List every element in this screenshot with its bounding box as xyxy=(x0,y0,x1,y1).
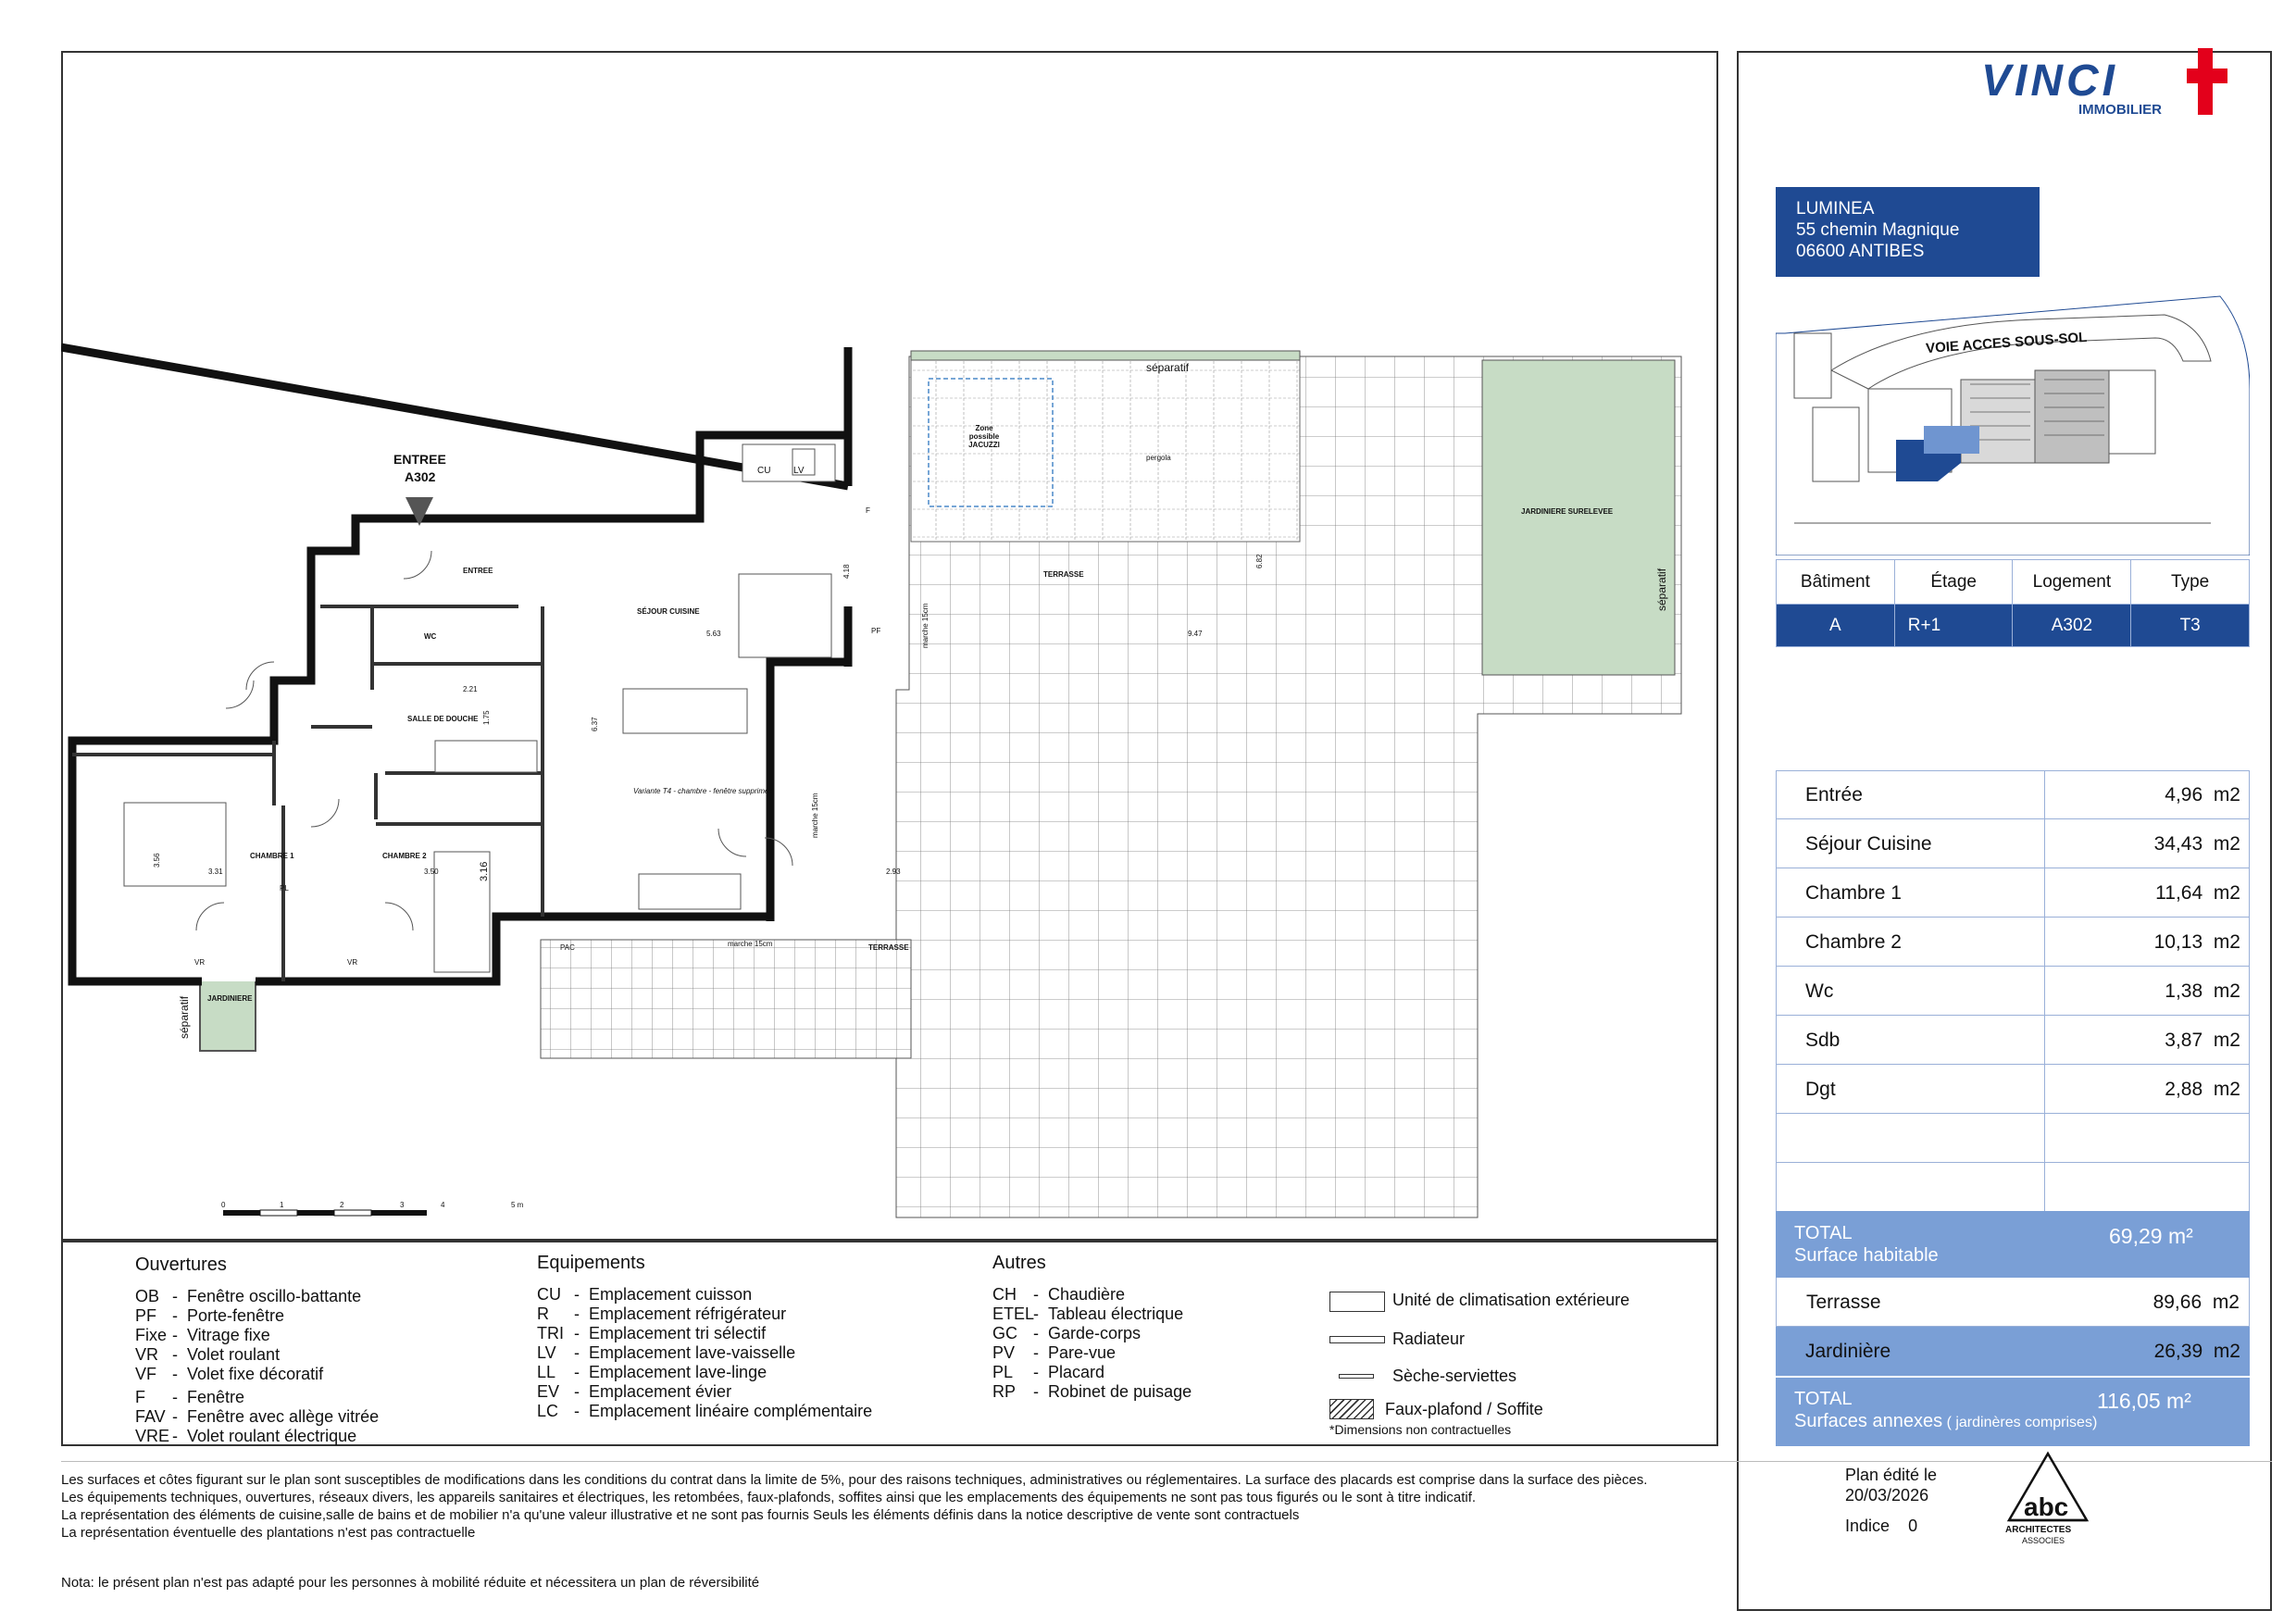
legend-item: TRI - Emplacement tri sélectif xyxy=(537,1324,767,1342)
area-unit: m2 xyxy=(2213,1030,2240,1051)
legend-equipements-title: Equipements xyxy=(537,1253,645,1273)
terrace-lower xyxy=(541,940,911,1058)
legend-item: Fixe - Vitrage fixe xyxy=(135,1326,270,1344)
legend-symbol-ac: Unité de climatisation extérieure xyxy=(1392,1291,1630,1309)
unit-value-type: T3 xyxy=(2131,605,2250,647)
total-annexes xyxy=(1776,1378,2250,1446)
total-habitable xyxy=(1776,1211,2250,1278)
annex-value: 26,39 xyxy=(2153,1341,2203,1362)
legend-item: VR - Volet roulant xyxy=(135,1345,281,1364)
label-variante: Variante T4 - chambre - fenêtre supprimée xyxy=(633,787,773,795)
separatif-top: séparatif xyxy=(1146,361,1190,374)
unit-value-logement: A302 xyxy=(2013,605,2131,647)
project-name: LUMINEA xyxy=(1796,199,1875,218)
total-habitable-subtitle: Surface habitable xyxy=(1794,1245,1939,1266)
area-value: 4,96 xyxy=(2165,784,2203,805)
pergola-label: pergola xyxy=(1146,454,1171,462)
legend-item: ETEL- Tableau électrique xyxy=(992,1305,1184,1323)
legend-item: R - Emplacement réfrigérateur xyxy=(537,1305,787,1323)
area-row-empty-1 xyxy=(1776,1114,2250,1163)
dim-7: 6.37 xyxy=(591,717,599,731)
area-unit: m2 xyxy=(2213,1079,2240,1100)
legend-item: PV - Pare-vue xyxy=(992,1343,1117,1362)
site-plan xyxy=(1776,278,2250,556)
legend-item: LC - Emplacement linéaire complémentaire xyxy=(537,1402,873,1420)
legend-symbol-radiator: Radiateur xyxy=(1392,1330,1466,1348)
unit-value-batiment: A xyxy=(1777,605,1895,647)
label-pf: PF xyxy=(871,627,881,635)
project-info xyxy=(1776,187,2040,277)
area-row-sejour xyxy=(1776,819,2250,868)
room-terrasse-upper: TERRASSE xyxy=(1043,570,1084,579)
legend-autres-title: Autres xyxy=(992,1253,1046,1273)
annex-label: Terrasse xyxy=(1806,1292,1881,1313)
site-road-label: VOIE ACCES SOUS-SOL xyxy=(1925,329,2088,357)
total-annexes-value: 116,05 m² xyxy=(2097,1389,2191,1413)
room-wc: WC xyxy=(424,632,437,641)
unit-header-batiment: Bâtiment xyxy=(1777,560,1895,605)
legend-ouvertures-title: Ouvertures xyxy=(135,1255,227,1275)
annex-row-jardiniere xyxy=(1776,1327,2250,1376)
pergola-zone xyxy=(911,356,1300,542)
legend-item: PL - Placard xyxy=(992,1363,1105,1381)
note-line: La représentation des éléments de cuisine,salle de bains et de mobilier n'a qu'une valeur illustrative et ne sont pas fournis Seuls les éléments définis dans la notice descriptive de vente sont contractuels xyxy=(61,1507,1300,1523)
dim-4: 6.82 xyxy=(1255,554,1264,568)
area-unit: m2 xyxy=(2213,882,2240,904)
edition-date: 20/03/2026 xyxy=(1845,1486,1929,1504)
area-label: Chambre 2 xyxy=(1805,931,1902,953)
dim-2: 4.18 xyxy=(842,564,851,579)
area-value: 10,13 xyxy=(2153,931,2203,953)
area-unit: m2 xyxy=(2213,833,2240,855)
area-row-chambre1 xyxy=(1776,868,2250,918)
total-annexes-title: TOTAL xyxy=(1794,1389,1853,1409)
area-row-sdb xyxy=(1776,1016,2250,1065)
area-label: Dgt xyxy=(1805,1079,1836,1100)
label-vr1: VR xyxy=(194,958,206,967)
area-unit: m2 xyxy=(2213,784,2240,805)
unit-header-logement: Logement xyxy=(2013,560,2131,605)
dim-11: 3.16 xyxy=(479,861,490,881)
legend-item: RP - Robinet de puisage xyxy=(992,1382,1192,1401)
legend-item: CU - Emplacement cuisson xyxy=(537,1285,753,1304)
towel-dryer-icon xyxy=(1339,1374,1374,1379)
label-vr2: VR xyxy=(347,958,358,967)
project-city: 06600 ANTIBES xyxy=(1796,242,1925,261)
area-value: 3,87 xyxy=(2165,1030,2203,1051)
unit-header-etage: Étage xyxy=(1894,560,2013,605)
room-sdb: SALLE DE DOUCHE xyxy=(407,715,479,723)
vinci-wordmark: VINCI xyxy=(1981,56,2119,106)
area-value: 34,43 xyxy=(2153,833,2203,855)
label-pl: PL xyxy=(280,884,289,893)
dim-8: 3.56 xyxy=(153,853,161,868)
unit-value-etage: R+1 xyxy=(1894,605,2013,647)
dim-12: 2.93 xyxy=(886,868,901,876)
dim-3: 9.47 xyxy=(1188,630,1203,638)
floor-plan xyxy=(61,51,1718,1241)
scale-2: 2 xyxy=(340,1201,344,1209)
area-label: Séjour Cuisine xyxy=(1805,833,1932,855)
raised-planter xyxy=(1482,360,1675,675)
legend-item: FAV - Fenêtre avec allège vitrée xyxy=(135,1407,380,1426)
area-value: 1,38 xyxy=(2165,980,2203,1002)
legend-autres-list xyxy=(992,1285,1192,1402)
unit-table xyxy=(1776,559,2250,647)
area-label: Sdb xyxy=(1805,1030,1841,1051)
label-f: F xyxy=(866,506,870,515)
edition-indice: Indice 0 xyxy=(1845,1517,1918,1535)
project-street: 55 chemin Magnique xyxy=(1796,220,1960,240)
area-unit: m2 xyxy=(2213,931,2240,953)
dining-table xyxy=(739,574,831,657)
scale-bar xyxy=(223,1210,427,1216)
unit-header-type: Type xyxy=(2131,560,2250,605)
room-chambre1: CHAMBRE 1 xyxy=(250,852,294,860)
legend-item: VRE - Volet roulant électrique xyxy=(135,1427,357,1445)
vinci-logo xyxy=(1981,56,2231,120)
scale-5: 5 m xyxy=(511,1201,524,1209)
legend-symbol-towel: Sèche-serviettes xyxy=(1392,1367,1517,1385)
area-label: Chambre 1 xyxy=(1805,882,1902,904)
total-annexes-subnote: ( jardinères comprises) xyxy=(1946,1415,2098,1430)
annex-unit: m2 xyxy=(2213,1341,2240,1362)
vinci-sub: IMMOBILIER xyxy=(2078,102,2162,118)
legend-ouvertures-list xyxy=(135,1287,379,1446)
area-row-entree xyxy=(1776,770,2250,819)
kitchen-counter xyxy=(742,444,835,481)
entry-unit: A302 xyxy=(405,469,436,484)
label-marche3: marche 15cm xyxy=(811,793,819,838)
label-pac: PAC xyxy=(560,943,575,952)
room-jardiniere: JARDINIERE xyxy=(207,994,253,1003)
annex-unit: m2 xyxy=(2212,1292,2240,1313)
room-sejour: SÉJOUR CUISINE xyxy=(637,607,700,616)
area-unit: m2 xyxy=(2213,980,2240,1002)
room-jardiniere-surelevee: JARDINIERE SURELEVEE xyxy=(1521,507,1614,516)
annex-row-terrasse xyxy=(1776,1278,2250,1327)
total-annexes-subtitle: Surfaces annexes xyxy=(1794,1411,1943,1431)
separatif-left: séparatif xyxy=(178,995,191,1039)
shower xyxy=(435,741,537,772)
legend-symbols-note: *Dimensions non contractuelles xyxy=(1329,1422,1512,1437)
legend-item: CH - Chaudière xyxy=(992,1285,1126,1304)
entry-title: ENTREE xyxy=(393,452,446,467)
footnote: Nota: le présent plan n'est pas adapté pour les personnes à mobilité réduite et nécessitera un plan de réversibilité xyxy=(61,1575,760,1591)
dim-6: 1.75 xyxy=(482,710,491,725)
legend-symbol-ceiling: Faux-plafond / Soffite xyxy=(1385,1400,1543,1418)
architect-line2: ASSOCIES xyxy=(2022,1536,2065,1545)
scale-3: 3 xyxy=(400,1201,405,1209)
notes-divider xyxy=(61,1461,2272,1462)
annex-value: 89,66 xyxy=(2152,1292,2202,1313)
room-terrasse-lower: TERRASSE xyxy=(868,943,909,952)
area-value: 2,88 xyxy=(2165,1079,2203,1100)
scale-1: 1 xyxy=(280,1201,284,1209)
area-value: 11,64 xyxy=(2155,882,2203,904)
separatif-right: séparatif xyxy=(1655,568,1668,611)
label-lv: LV xyxy=(793,466,805,476)
legend-item: F - Fenêtre xyxy=(135,1388,245,1406)
architect-name: abc xyxy=(2024,1492,2069,1521)
pergola-top-strip xyxy=(911,351,1300,360)
small-planter xyxy=(200,977,256,1051)
note-line: Les surfaces et côtes figurant sur le plan sont susceptibles de modifications dans les conditions du contrat dans la limite de 5%, pour des raisons techniques, administratives ou réglementaires. La surface des placards est comprise dans la surface des pièces. xyxy=(61,1472,1648,1488)
legend-item: GC - Garde-corps xyxy=(992,1324,1142,1342)
jacuzzi-label: Zone possible JACUZZI xyxy=(968,424,1000,449)
ac-unit-icon xyxy=(1329,1292,1385,1312)
false-ceiling-icon xyxy=(1329,1399,1374,1419)
legend-item: LL - Emplacement lave-linge xyxy=(537,1363,767,1381)
radiator-icon xyxy=(1329,1336,1385,1343)
dim-10: 3.50 xyxy=(424,868,439,876)
area-row-empty-2 xyxy=(1776,1163,2250,1212)
area-row-chambre2 xyxy=(1776,918,2250,967)
total-habitable-value: 69,29 m² xyxy=(2109,1224,2193,1248)
note-line: Les équipements techniques, ouvertures, réseaux divers, les appareils sanitaires et électriques, les retombées, faux-plafonds, soffites ainsi que les emplacements des équipements ne sont pas tous figurés ou le sont à titre indicatif. xyxy=(61,1490,1477,1505)
room-chambre2: CHAMBRE 2 xyxy=(382,852,427,860)
dim-9: 3.31 xyxy=(208,868,223,876)
legend-equipements-list xyxy=(537,1285,872,1421)
legend-item: VF - Volet fixe décoratif xyxy=(135,1365,324,1383)
note-line: La représentation éventuelle des plantations n'est pas contractuelle xyxy=(61,1525,476,1541)
dim-5: 2.21 xyxy=(463,685,478,693)
legend-item: PF - Porte-fenêtre xyxy=(135,1306,285,1325)
legend-item: OB - Fenêtre oscillo-battante xyxy=(135,1287,362,1305)
label-marche2: marche 15cm xyxy=(921,603,930,648)
area-row-wc xyxy=(1776,967,2250,1016)
label-marche1: marche 15cm xyxy=(728,940,773,948)
label-cu: CU xyxy=(757,466,771,476)
legend-item: EV - Emplacement évier xyxy=(537,1382,732,1401)
scale-4: 4 xyxy=(441,1201,445,1209)
area-label: Wc xyxy=(1805,980,1834,1002)
edition-label: Plan édité le xyxy=(1845,1466,1938,1484)
legend-item: LV - Emplacement lave-vaisselle xyxy=(537,1343,796,1362)
annex-label: Jardinière xyxy=(1805,1341,1891,1362)
area-label: Entrée xyxy=(1805,784,1863,805)
architect-line1: ARCHITECTES xyxy=(2005,1525,2072,1535)
room-entree: ENTREE xyxy=(463,567,493,575)
vinci-cross-icon xyxy=(2187,48,2235,115)
area-row-dgt xyxy=(1776,1065,2250,1114)
scale-0: 0 xyxy=(221,1201,226,1209)
dim-1: 5.63 xyxy=(706,630,721,638)
total-habitable-title: TOTAL xyxy=(1794,1223,1853,1243)
legal-notes xyxy=(61,1471,1647,1542)
